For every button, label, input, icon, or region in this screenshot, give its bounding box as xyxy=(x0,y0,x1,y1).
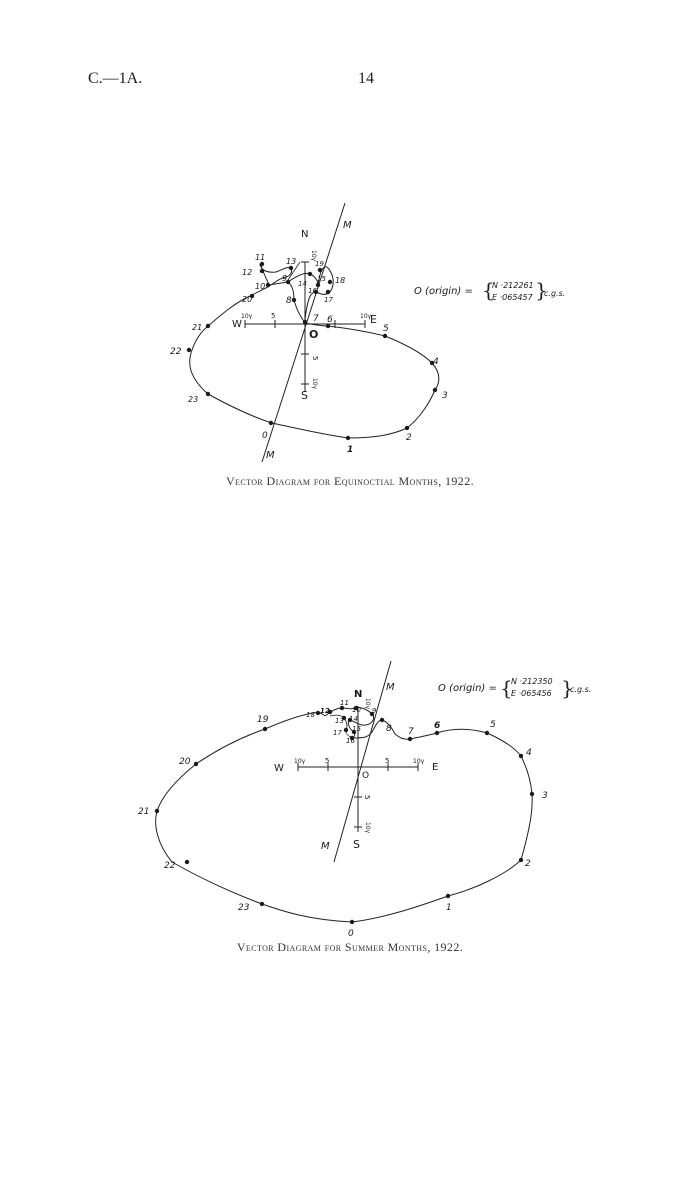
hour-point-12 xyxy=(260,269,264,273)
south-label: S xyxy=(301,389,308,402)
hour-label-1: 1 xyxy=(347,445,354,455)
hour-label-10: 10 xyxy=(255,282,266,291)
hour-point-8 xyxy=(292,298,296,302)
hour-point-2 xyxy=(405,426,409,430)
hour-point-11 xyxy=(260,262,264,266)
hour-label-13: 13 xyxy=(286,257,297,266)
south-5-label: 5 xyxy=(363,795,371,800)
hour-point-7 xyxy=(303,320,307,324)
hour-point-17 xyxy=(326,290,330,294)
equinoctial-caption: Vector Diagram for Equinoctial Months, 1922. xyxy=(225,474,474,488)
origin-note-unit: c.g.s. xyxy=(570,685,592,694)
hour-label-19: 19 xyxy=(315,260,324,268)
hour-point-20 xyxy=(194,762,198,766)
svg-text:}: } xyxy=(535,278,548,302)
east-label: E xyxy=(432,762,439,773)
hour-label-10: 10 xyxy=(352,706,361,714)
hour-label-20: 20 xyxy=(242,295,253,304)
hour-point-5 xyxy=(383,334,387,338)
hour-label-12: 12 xyxy=(320,707,330,715)
hour-label-16: 16 xyxy=(346,737,355,745)
hour-label-11: 11 xyxy=(255,253,266,262)
hour-point-23 xyxy=(260,902,264,906)
hour-label-6: 6 xyxy=(327,315,333,325)
summer-curve-main xyxy=(156,713,533,922)
summer-hour-points xyxy=(155,706,534,924)
svg-text:}: } xyxy=(561,676,574,700)
hour-label-6: 6 xyxy=(434,721,441,731)
hour-point-23 xyxy=(206,392,210,396)
south-5-label: 5 xyxy=(311,356,319,361)
hour-point-22 xyxy=(187,348,191,352)
hour-point-14 xyxy=(308,272,312,276)
origin-note xyxy=(438,676,591,700)
north-10-label: 10γ xyxy=(364,698,371,710)
hour-point-5 xyxy=(485,731,489,735)
west-5-label: 5 xyxy=(325,757,330,765)
magnetic-meridian-line xyxy=(334,661,391,862)
hour-label-18: 18 xyxy=(335,276,346,285)
summer-caption: Vector Diagram for Summer Months, 1922. xyxy=(236,940,464,954)
hour-point-6 xyxy=(435,731,439,735)
hour-point-8 xyxy=(380,718,384,722)
origin-note-prefix: O (origin) = xyxy=(414,286,473,297)
east-10-label: 10γ xyxy=(360,313,372,320)
hour-point-19 xyxy=(263,727,267,731)
hour-label-4: 4 xyxy=(526,748,532,758)
west-5-label: 5 xyxy=(271,312,276,320)
origin-note-n: N ·212350 xyxy=(511,677,553,686)
page-number: 14 xyxy=(358,70,374,87)
hour-label-1: 1 xyxy=(446,903,452,913)
hour-label-15: 15 xyxy=(317,275,326,283)
west-label: W xyxy=(232,319,242,330)
meridian-label-top: M xyxy=(343,220,352,231)
hour-label-15: 15 xyxy=(352,725,361,733)
hour-point-3 xyxy=(433,388,437,392)
hour-label-8: 8 xyxy=(386,724,392,734)
south-10-label: 10γ xyxy=(364,822,371,834)
hour-label-21: 21 xyxy=(138,807,150,817)
east-5-label: 5 xyxy=(385,757,390,765)
hour-label-2: 2 xyxy=(525,859,531,869)
hour-label-0: 0 xyxy=(348,929,354,939)
hour-point-0 xyxy=(269,421,273,425)
hour-label-21: 21 xyxy=(192,323,203,332)
north-10-label: 10γ xyxy=(310,250,317,262)
hour-label-18: 18 xyxy=(306,711,315,719)
hour-point-3 xyxy=(530,792,534,796)
west-label: W xyxy=(274,763,284,774)
hour-point-21 xyxy=(155,809,159,813)
hour-point-7 xyxy=(408,737,412,741)
hour-label-23: 23 xyxy=(238,903,250,913)
hour-label-19: 19 xyxy=(257,715,269,725)
south-10-label: 10γ xyxy=(311,378,318,390)
hour-label-5: 5 xyxy=(383,324,389,334)
hour-label-11: 11 xyxy=(340,699,349,707)
origin-note xyxy=(414,278,565,302)
north-label: N xyxy=(301,229,309,240)
equinoctial-diagram xyxy=(170,203,565,462)
hour-label-8: 8 xyxy=(286,296,292,306)
hour-label-17: 17 xyxy=(324,296,333,304)
hour-label-5: 5 xyxy=(490,720,496,730)
document-reference: C.—1A. xyxy=(88,70,143,87)
hour-label-7: 7 xyxy=(408,727,414,737)
hour-label-7: 7 xyxy=(313,314,319,324)
summer-diagram xyxy=(138,661,591,939)
hour-point-13 xyxy=(289,266,293,270)
meridian-label-top: M xyxy=(386,682,395,693)
hour-point-0 xyxy=(350,920,354,924)
hour-point-1 xyxy=(346,436,350,440)
svg-text:{: { xyxy=(500,676,513,700)
hour-label-20: 20 xyxy=(179,757,191,767)
hour-label-0: 0 xyxy=(262,431,268,441)
origin-note-n: N ·212261 xyxy=(492,281,534,290)
hour-label-3: 3 xyxy=(442,391,448,401)
hour-point-19 xyxy=(318,268,322,272)
hour-label-9: 9 xyxy=(372,707,377,715)
hour-point-1 xyxy=(446,894,450,898)
hour-label-23: 23 xyxy=(188,395,199,404)
meridian-label-bottom: M xyxy=(321,841,330,852)
north-label: N xyxy=(354,689,363,700)
hour-point-18 xyxy=(328,280,332,284)
hour-label-22: 22 xyxy=(170,347,182,357)
origin-label: O xyxy=(362,771,370,781)
west-10-label: 10γ xyxy=(294,758,306,765)
hour-label-14: 14 xyxy=(298,280,307,288)
hour-label-17: 17 xyxy=(333,729,342,737)
origin-note-prefix: O (origin) = xyxy=(438,683,497,694)
hour-point-21 xyxy=(206,324,210,328)
hour-label-16: 16 xyxy=(308,287,317,295)
svg-text:{: { xyxy=(482,278,495,302)
meridian-label-bottom: M xyxy=(266,450,275,461)
east-label: E xyxy=(370,313,377,326)
hour-label-14: 14 xyxy=(349,715,358,723)
origin-note-e: E ·065457 xyxy=(492,293,533,302)
hour-label-3: 3 xyxy=(542,791,548,801)
hour-point-17 xyxy=(344,728,348,732)
hour-label-9: 9 xyxy=(282,274,288,283)
hour-label-13: 13 xyxy=(335,717,344,725)
hour-label-12: 12 xyxy=(242,268,253,277)
hour-point-22 xyxy=(185,860,189,864)
east-10-label: 10γ xyxy=(413,758,425,765)
hour-label-4: 4 xyxy=(433,357,439,367)
origin-label: O xyxy=(309,328,319,341)
hour-label-22: 22 xyxy=(164,861,176,871)
hour-point-2 xyxy=(519,858,523,862)
origin-note-unit: c.g.s. xyxy=(544,289,566,298)
hour-point-4 xyxy=(519,754,523,758)
hour-point-10 xyxy=(266,283,270,287)
hour-label-2: 2 xyxy=(406,433,412,443)
origin-note-e: E ·065456 xyxy=(511,689,552,698)
south-label: S xyxy=(353,838,360,851)
west-10-label: 10γ xyxy=(241,313,253,320)
